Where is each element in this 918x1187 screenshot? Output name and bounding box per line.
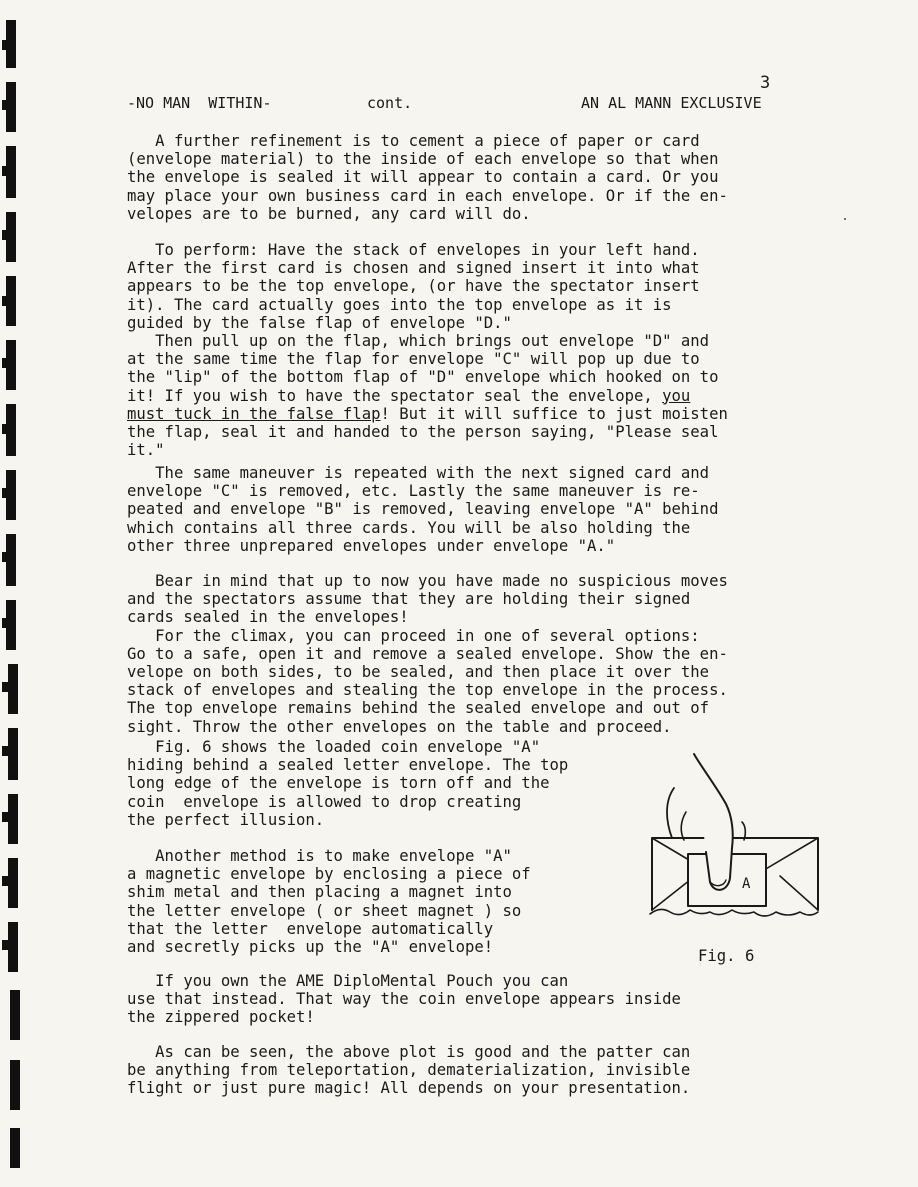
text-line: guided by the false flap of envelope "D." bbox=[127, 313, 512, 332]
text-line: After the first card is chosen and signed insert it into what bbox=[127, 259, 700, 278]
text-fragment: ! But it will suffice to just moisten bbox=[380, 404, 728, 423]
text-line: envelope "C" is removed, etc. Lastly the same maneuver is re- bbox=[127, 482, 700, 501]
text-line: which contains all three cards. You will be also holding the bbox=[127, 518, 691, 537]
text-line: the zippered pocket! bbox=[127, 1008, 315, 1027]
text-line: Go to a safe, open it and remove a sealed envelope. Show the en- bbox=[127, 644, 728, 663]
text-line: cards sealed in the envelopes! bbox=[127, 608, 409, 627]
paragraph-conclusion bbox=[127, 1043, 827, 1098]
text-line: may place your own business card in each envelope. Or if the en- bbox=[127, 186, 728, 205]
comb-binding bbox=[0, 0, 40, 1187]
text-line: long edge of the envelope is torn off and the bbox=[127, 774, 550, 793]
text-line: The top envelope remains behind the sealed envelope and out of bbox=[127, 699, 710, 718]
text-line: To perform: Have the stack of envelopes in your left hand. bbox=[127, 241, 700, 259]
text-line: peated and envelope "B" is removed, leaving envelope "A" behind bbox=[127, 500, 719, 519]
paragraph-diplomental-pouch bbox=[127, 972, 827, 1027]
paragraph-pull-flap bbox=[127, 332, 827, 459]
publisher-label: AN AL MANN EXCLUSIVE bbox=[581, 94, 762, 112]
text-line: the "lip" of the bottom flap of "D" envelope which hooked on to bbox=[127, 368, 719, 387]
text-line: the envelope is sealed it will appear to contain a card. Or you bbox=[127, 168, 719, 187]
text-line: (envelope material) to the inside of each envelope so that when bbox=[127, 150, 719, 169]
text-line: A further refinement is to cement a piece of paper or card bbox=[127, 132, 700, 150]
text-line: Fig. 6 shows the loaded coin envelope "A" bbox=[127, 738, 541, 756]
underlined-text: must tuck in the false flap bbox=[127, 404, 381, 423]
paper-speck bbox=[844, 218, 846, 220]
text-line: For the climax, you can proceed in one of several options: bbox=[127, 626, 700, 645]
paragraph-climax bbox=[127, 572, 827, 736]
text-line: Then pull up on the flap, which brings out envelope "D" and bbox=[127, 332, 710, 350]
envelope-label: A bbox=[742, 876, 751, 892]
text-line: If you own the AME DiploMental Pouch you can bbox=[127, 972, 569, 990]
continued-label: cont. bbox=[367, 94, 413, 112]
figure-6-illustration bbox=[646, 752, 826, 932]
running-title: -NO MAN WITHIN- bbox=[127, 94, 272, 112]
text-line bbox=[127, 405, 827, 423]
text-line: use that instead. That way the coin envelope appears inside bbox=[127, 990, 681, 1009]
text-line: the letter envelope ( or sheet magnet ) so bbox=[127, 901, 522, 920]
figure-caption: Fig. 6 bbox=[698, 947, 755, 965]
text-line: coin envelope is allowed to drop creating bbox=[127, 792, 522, 811]
text-line: it). The card actually goes into the top envelope as it is bbox=[127, 295, 672, 314]
text-line bbox=[127, 387, 827, 405]
text-line: sight. Throw the other envelopes on the table and proceed. bbox=[127, 717, 672, 736]
text-line: the perfect illusion. bbox=[127, 810, 325, 829]
text-line: at the same time the flap for envelope "C" will pop up due to bbox=[127, 350, 700, 369]
text-line: Bear in mind that up to now you have made no suspicious moves bbox=[127, 572, 728, 590]
text-line: stack of envelopes and stealing the top envelope in the process. bbox=[127, 681, 728, 700]
text-line: appears to be the top envelope, (or have the spectator insert bbox=[127, 277, 700, 296]
text-line: it." bbox=[127, 441, 165, 460]
text-fragment: it! If you wish to have the spectator seal the envelope, bbox=[127, 386, 663, 405]
text-line: a magnetic envelope by enclosing a piece of bbox=[127, 865, 531, 884]
text-line: As can be seen, the above plot is good and the patter can bbox=[127, 1043, 691, 1061]
paragraph-to-perform bbox=[127, 241, 827, 332]
text-line: other three unprepared envelopes under envelope "A." bbox=[127, 536, 616, 555]
text-line: flight or just pure magic! All depends on your presentation. bbox=[127, 1079, 691, 1098]
page-number: 3 bbox=[760, 73, 771, 93]
text-line: shim metal and then placing a magnet into bbox=[127, 883, 512, 902]
paragraph-magnetic-method bbox=[127, 847, 627, 956]
text-line: and the spectators assume that they are holding their signed bbox=[127, 590, 691, 609]
text-line: The same maneuver is repeated with the next signed card and bbox=[127, 464, 710, 482]
text-line: and secretly picks up the "A" envelope! bbox=[127, 938, 494, 957]
paragraph-fig-description bbox=[127, 738, 627, 829]
text-line: that the letter envelope automatically bbox=[127, 919, 494, 938]
text-line: velope on both sides, to be sealed, and then place it over the bbox=[127, 663, 710, 682]
text-line: hiding behind a sealed letter envelope. The top bbox=[127, 756, 569, 775]
text-line: Another method is to make envelope "A" bbox=[127, 847, 512, 865]
text-line: the flap, seal it and handed to the person saying, "Please seal bbox=[127, 423, 719, 442]
paragraph-same-maneuver bbox=[127, 464, 827, 555]
text-line: be anything from teleportation, dematerialization, invisible bbox=[127, 1061, 691, 1080]
paragraph-refinement bbox=[127, 132, 827, 223]
text-line: velopes are to be burned, any card will do. bbox=[127, 204, 531, 223]
underlined-text: you bbox=[662, 386, 691, 405]
